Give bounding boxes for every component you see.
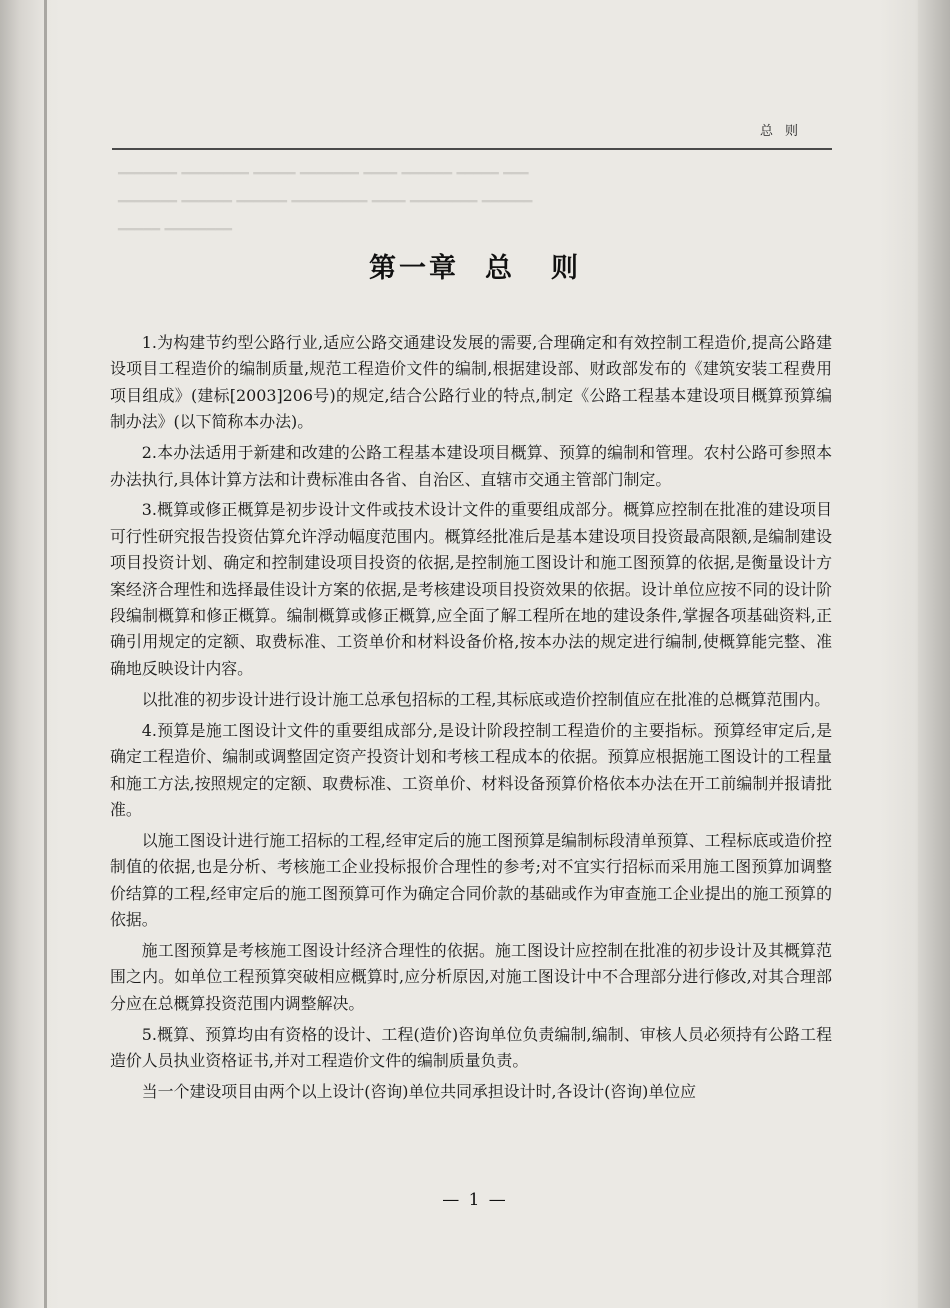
header-rule xyxy=(112,148,832,150)
paragraph: 当一个建设项目由两个以上设计(咨询)单位共同承担设计时,各设计(咨询)单位应 xyxy=(141,1081,697,1101)
paragraph: 以施工图设计进行施工招标的工程,经审定后的施工图预算是编制标段清单预算、工程标底或造价控制值的依据,也是分析、考核施工企业投标报价合理性的参考;对不宜实行招标而采用施工图预算加调整价结算的工程,经审定后的施工图预算可作为确定合同价款的基础或作为审查施工企业提出的施工预算的依据。 xyxy=(110,830,832,930)
page-edge-shadow xyxy=(918,0,950,1308)
paragraph: 以批准的初步设计进行设计施工总承包招标的工程,其标底或造价控制值应在批准的总概算范围内。 xyxy=(141,689,831,709)
paragraph: 2.本办法适用于新建和改建的公路工程基本建设项目概算、预算的编制和管理。农村公路可参照本办法执行,具体计算方法和计费标准由各省、自治区、直辖市交通主管部门制定。 xyxy=(110,443,832,489)
chapter-word-1: 总 xyxy=(485,253,515,284)
chapter-title xyxy=(0,246,950,285)
chapter-label: 第一章 xyxy=(369,253,459,284)
paragraph: 4.预算是施工图设计文件的重要组成部分,是设计阶段控制工程造价的主要指标。预算经审定后,是确定工程造价、编制或调整固定资产投资计划和考核工程成本的依据。预算应根据施工图设计的工程量和施工方法,按照规定的定额、取费标准、工资单价、材料设备预算价格依本办法在开工前编制并报请批准。 xyxy=(110,720,832,819)
paragraph: 1.为构建节约型公路行业,适应公路交通建设发展的需要,合理确定和有效控制工程造价,提高公路建设项目工程造价的编制质量,规范工程造价文件的编制,根据建设部、财政部发布的《建筑安装工程费用项目组成》(建标[2003]206号)的规定,结合公路行业的特点,制定《公路工程基本建设项目概算预算编制办法》(以下简称本办法)。 xyxy=(110,333,832,432)
binding-gutter xyxy=(44,0,47,1308)
paragraph: 施工图预算是考核施工图设计经济合理性的依据。施工图设计应控制在批准的初步设计及其概算范围之内。如单位工程预算突破相应概算时,应分析原因,对施工图设计中不合理部分进行修改,对其合理部分应在总概算投资范围内调整解决。 xyxy=(110,940,832,1013)
paragraph: 3.概算或修正概算是初步设计文件或技术设计文件的重要组成部分。概算应控制在批准的建设项目可行性研究报告投资估算允许浮动幅度范围内。概算经批准后是基本建设项目投资最高限额,是编制建设项目投资计划、确定和控制建设项目投资的依据,是控制施工图设计和施工图预算的依据,是衡量设计方案经济合理性和选择最佳设计方案的依据,是考核建设项目投资效果的依据。设计单位应按不同的设计阶段编制概算和修正概算。编制概算或修正概算,应全面了解工程所在地的建设条件,掌握各项基础资料,正确引用规定的定额、取费标准、工资单价和材料设备价格,按本办法的规定进行编制,使概算能完整、准确地反映设计内容。 xyxy=(110,500,832,678)
running-head: 总则 xyxy=(760,124,811,139)
show-through-text: ━━━━━━ ━━━━━━━━ ━━━━ ━━━━━━━━━ ━━━━━━ ━━━━━━ ━━━━━━━ xyxy=(118,194,533,210)
page-number: — 1 — xyxy=(442,1190,508,1210)
chapter-word-2: 则 xyxy=(551,253,581,284)
show-through-text: ━━━━━━━━ ━━━━━ xyxy=(118,222,233,238)
show-through-text: ━━━ ━━━━━ ━━━━━━ ━━━━ ━━━━━━━ ━━━━━ ━━━━━━━━ ━━━━━━━ xyxy=(118,166,529,182)
body-text xyxy=(110,330,832,1110)
paragraph: 5.概算、预算均由有资格的设计、工程(造价)咨询单位负责编制,编制、审核人员必须持有公路工程造价人员执业资格证书,并对工程造价文件的编制质量负责。 xyxy=(110,1024,832,1071)
